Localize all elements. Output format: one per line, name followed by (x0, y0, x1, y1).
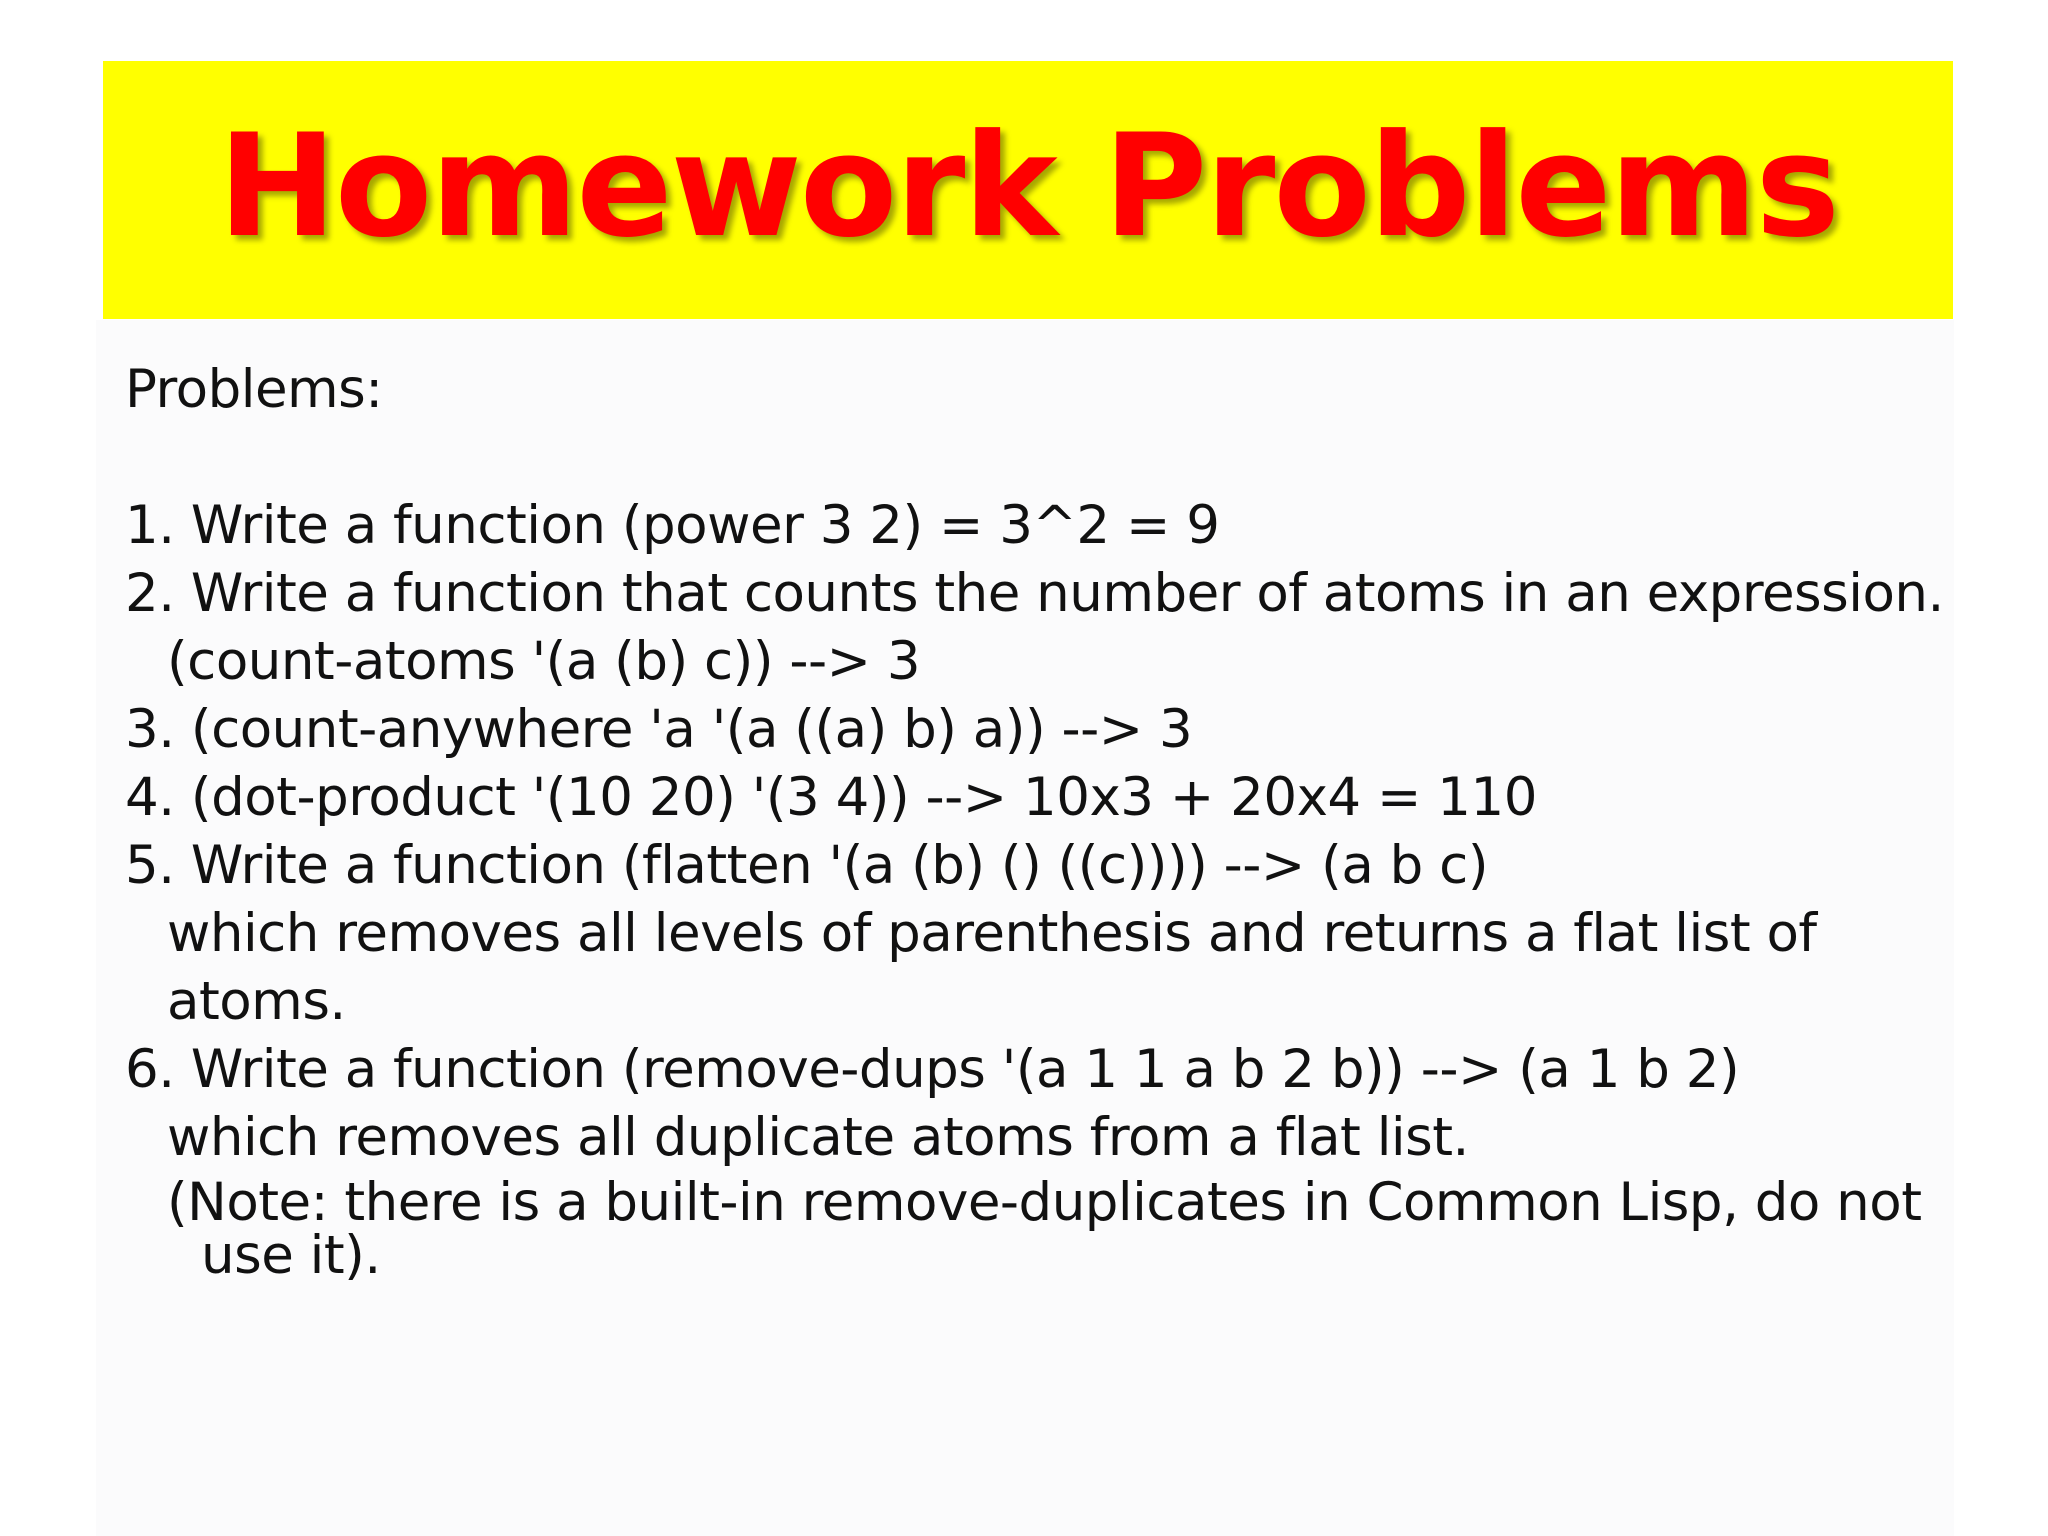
problem-6-note-cont: use it). (201, 1225, 381, 1286)
problem-6-description: which removes all duplicate atoms from a flat list. (167, 1107, 1469, 1168)
problem-1: 1. Write a function (power 3 2) = 3^2 = 9 (125, 495, 1220, 556)
problems-heading: Problems: (125, 359, 383, 420)
problem-3: 3. (count-anywhere 'a '(a ((a) b) a)) --> 3 (125, 699, 1193, 760)
problem-6: 6. Write a function (remove-dups '(a 1 1 a b 2 b)) --> (a 1 b 2) (125, 1039, 1740, 1100)
problem-2-example: (count-atoms '(a (b) c)) --> 3 (167, 631, 921, 692)
problem-2: 2. Write a function that counts the number of atoms in an expression. (125, 563, 1944, 624)
problem-4: 4. (dot-product '(10 20) '(3 4)) --> 10x3 + 20x4 = 110 (125, 767, 1537, 828)
problem-5-description: which removes all levels of parenthesis and returns a flat list of (167, 903, 1817, 964)
problems-list (125, 356, 1945, 1286)
problem-5: 5. Write a function (flatten '(a (b) () ((c)))) --> (a b c) (125, 835, 1488, 896)
page-title: Homework Problems (217, 103, 1839, 269)
title-banner (103, 61, 1953, 319)
problem-6-note: (Note: there is a built-in remove-duplicates in Common Lisp, do not (167, 1172, 1922, 1233)
problem-5-description-cont: atoms. (167, 971, 346, 1032)
